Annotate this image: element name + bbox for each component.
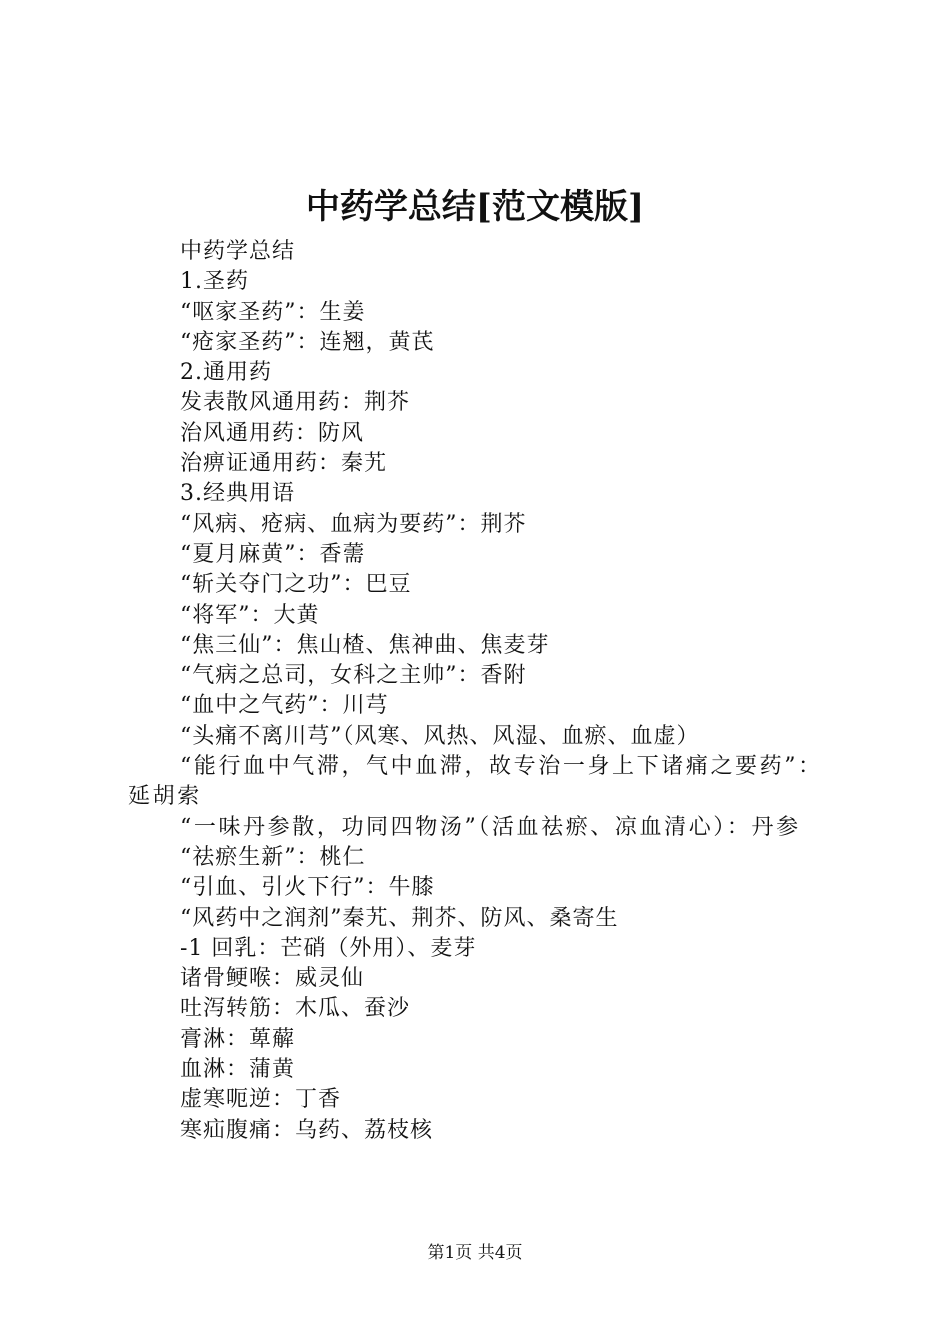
text-line: 诸骨鲠喉：威灵仙: [180, 966, 365, 992]
text-line: 中药学总结: [180, 239, 296, 264]
text-line: “血中之气药”：川芎: [180, 693, 389, 719]
text-paragraph: “能行血中气滞，气中血滞，故专治一身上下诸痛之要药”：延胡索: [128, 754, 823, 810]
text-line: “疮家圣药”：连翘，黄芪: [180, 329, 435, 355]
text-line: 1.圣药: [180, 269, 249, 295]
text-line: 3.经典用语: [180, 481, 295, 507]
text-line: “祛瘀生新”：桃仁: [180, 844, 366, 870]
text-line: 膏淋：萆薢: [180, 1026, 296, 1052]
text-line: “风病、疮病、血病为要药”：荆芥: [180, 511, 527, 537]
text-line: “将军”：大黄: [180, 602, 320, 628]
text-line: -1 回乳：芒硝（外用）、麦芽: [180, 935, 477, 961]
text-line: 治痹证通用药：秦艽: [180, 451, 388, 477]
text-line: “头痛不离川芎”（风寒、风热、风湿、血瘀、血虚）: [180, 723, 700, 749]
document-body: [128, 237, 833, 1146]
text-line: “风药中之润剂”秦艽、荆芥、防风、桑寄生: [180, 905, 619, 931]
text-line: “气病之总司，女科之主帅”：香附: [180, 663, 527, 689]
text-line: 治风通用药：防风: [180, 420, 365, 446]
text-line: 寒疝腹痛：乌药、荔枝核: [180, 1117, 434, 1143]
text-line: 虚寒呃逆：丁香: [180, 1087, 342, 1113]
text-line: “焦三仙”：焦山楂、焦神曲、焦麦芽: [180, 632, 550, 658]
text-line: 2.通用药: [180, 360, 272, 386]
text-line: 发表散风通用药：荆芥: [180, 390, 411, 416]
text-line: “引血、引火下行”：牛膝: [180, 875, 435, 901]
text-line: 吐泻转筋：木瓜、蚕沙: [180, 996, 411, 1022]
text-line: “呕家圣药”：生姜: [180, 299, 366, 325]
page-footer: 第1页 共4页: [427, 1243, 523, 1263]
text-line: 血淋：蒲黄: [180, 1057, 296, 1083]
document-title: 中药学总结[范文模版]: [305, 187, 645, 227]
text-paragraph: “一味丹参散，功同四物汤”（活血祛瘀、凉血清心）：丹参: [180, 814, 801, 840]
text-line: “夏月麻黄”：香薷: [180, 541, 366, 567]
text-line: “斩关夺门之功”：巴豆: [180, 572, 412, 598]
